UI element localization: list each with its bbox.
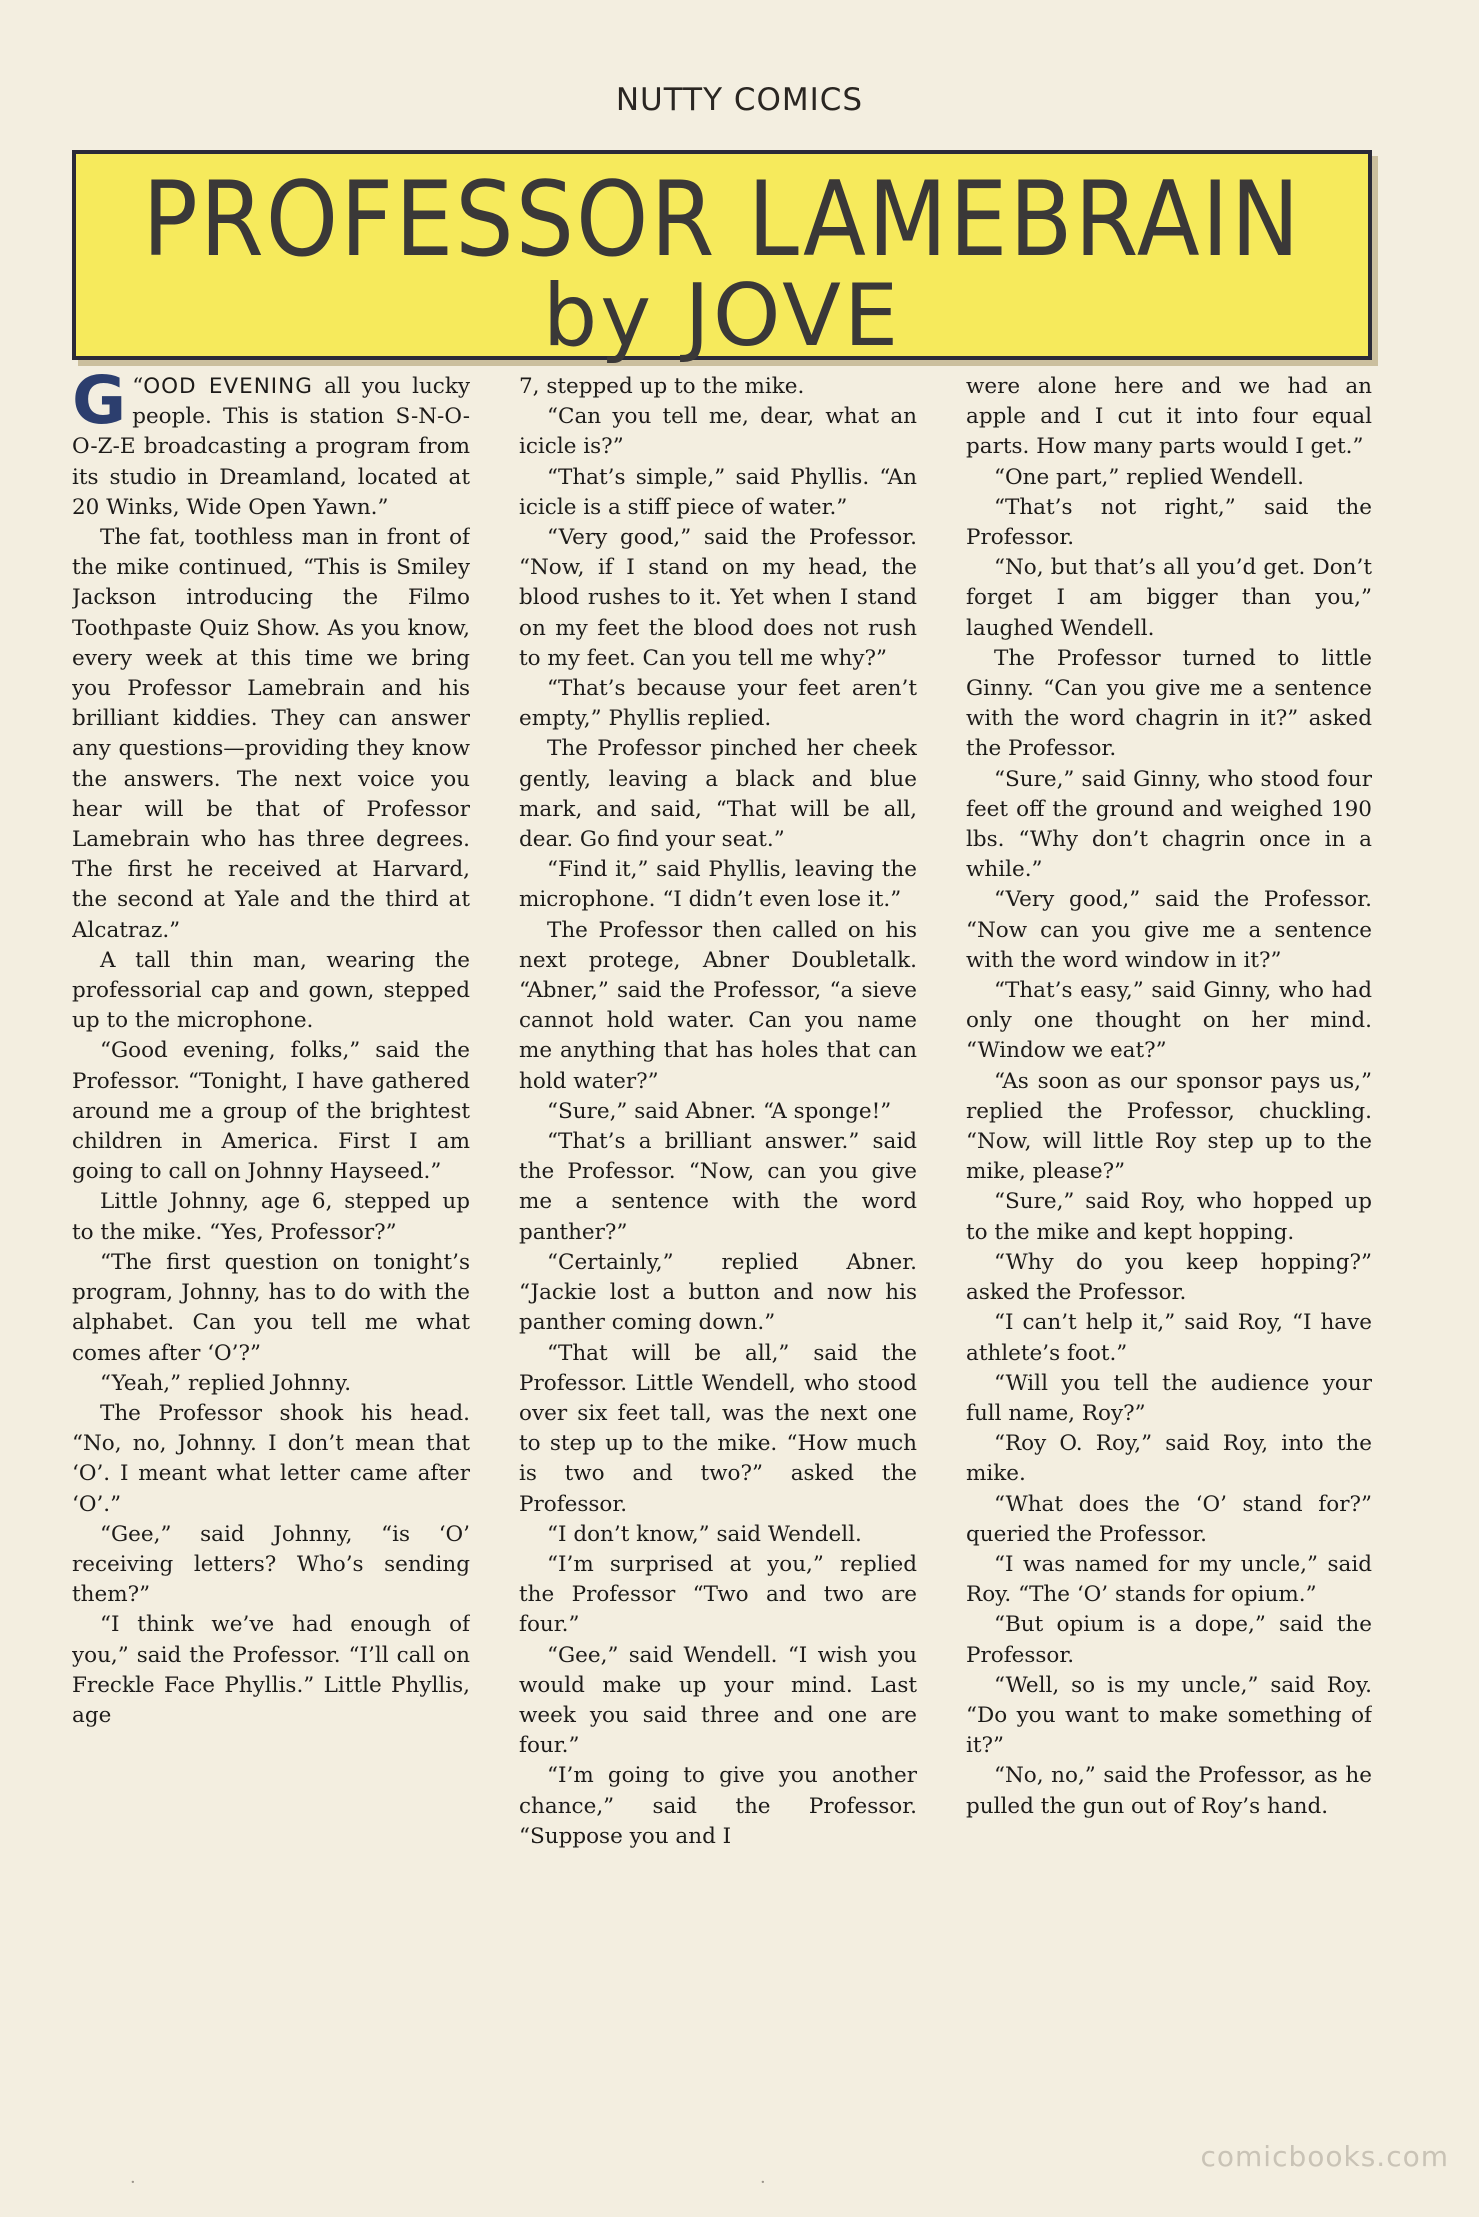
paragraph: “That’s easy,” said Ginny, who had only one thought on her mind. “Window we eat?” [966, 978, 1372, 1064]
paragraph: “Yeah,” replied Johnny. [100, 1370, 352, 1396]
paragraph: “One part,” replied Wendell. [994, 464, 1305, 490]
paragraph: The Professor pinched her cheek gently, leaving a black and blue mark, and said, “That will be all, dear. Go find your seat.” [519, 736, 917, 853]
paragraph: “That’s a brilliant answer.” said the Professor. “Now, can you give me a sentence with the word panther?” [519, 1129, 917, 1245]
paragraph: “Why do you keep hopping?” asked the Professor. [966, 1249, 1372, 1306]
paragraph: “I’m going to give you another chance,” said the Professor. “Suppose you and I [519, 1763, 917, 1849]
story-title: PROFESSOR LAMEBRAIN [142, 160, 1302, 280]
paragraph: “The first question on tonight’s program, Johnny, has to do with the alphabet. Can you tell me what comes after ‘O’?” [72, 1249, 470, 1366]
watermark: comicbooks.com [1200, 2140, 1449, 2173]
paragraph: The Professor then called on his next protege, Abner Doubletalk. “Abner,” said the Professor, “a sieve cannot hold water. Can you name me anything that has holes that can hold water?” [519, 917, 917, 1094]
paragraph: “Gee,” said Wendell. “I wish you would make up your mind. Last week you said three and one are four.” [519, 1642, 917, 1759]
paragraph: were alone here and we had an apple and I cut it into four equal parts. How many parts would I get.” [966, 374, 1372, 460]
paragraph: The Professor shook his head. “No, no, Johnny. I don’t mean that ‘O’. I meant what letter came after ‘O’.” [72, 1400, 470, 1517]
opening-paragraph [72, 372, 470, 523]
paragraph: “I think we’ve had enough of you,” said the Professor. “I’ll call on Freckle Face Phyllis.” Little Phyllis, age [72, 1612, 470, 1728]
paragraph: “No, but that’s all you’d get. Don’t forget I am bigger than you,” laughed Wendell. [966, 555, 1372, 641]
paragraph: The fat, toothless man in front of the mike continued, “This is Smiley Jackson introducing the Filmo Toothpaste Quiz Show. As you know, every week at this time we bring you Professor Lamebrain and his brilliant kiddies. They can answer any questions—providing they know the answers. The next voice you hear will be that of Professor Lamebrain who has three degrees. The first he received at Harvard, the second at Yale and the third at Alcatraz.” [72, 525, 470, 943]
paragraph: 7, stepped up to the mike. [519, 374, 805, 399]
paragraph: “Sure,” said Roy, who hopped up to the mike and kept hopping. [966, 1189, 1372, 1245]
story-body [72, 372, 1372, 2072]
paragraph: “Very good,” said the Professor. “Now can you give me a sentence with the word window in it?” [966, 887, 1372, 973]
paragraph: “Sure,” said Abner. “A sponge!” [547, 1098, 892, 1124]
paragraph: “Roy O. Roy,” said Roy, into the mike. [966, 1431, 1372, 1487]
paragraph: “Will you tell the audience your full name, Roy?” [966, 1370, 1372, 1426]
paragraph: “Find it,” said Phyllis, leaving the microphone. “I didn’t even lose it.” [519, 857, 917, 913]
column-2 [519, 372, 917, 2072]
paragraph: “I can’t help it,” said Roy, “I have athlete’s foot.” [966, 1310, 1372, 1366]
paragraph: “Can you tell me, dear, what an icicle is?” [519, 404, 917, 460]
paragraph: “That’s simple,” said Phyllis. “An icicle is a stiff piece of water.” [519, 464, 917, 520]
paragraph: “Well, so is my uncle,” said Roy. “Do you want to make something of it?” [966, 1672, 1372, 1759]
story-byline: by JOVE [542, 266, 902, 366]
print-speck: · [760, 2172, 766, 2193]
paragraph: “As soon as our sponsor pays us,” replied the Professor, chuckling. “Now, will little Roy step up to the mike, please?” [966, 1068, 1372, 1185]
paragraph: “Very good,” said the Professor. “Now, if I stand on my head, the blood rushes to it. Yet when I stand on my feet the blood does not rush to my feet. Can you tell me why?” [519, 525, 917, 671]
paragraph: “I was named for my uncle,” said Roy. “The ‘O’ stands for opium.” [966, 1551, 1372, 1608]
paragraph: “Gee,” said Johnny, “is ‘O’ receiving letters? Who’s sending them?” [72, 1521, 470, 1608]
paragraph: “That’s because your feet aren’t empty,” Phyllis replied. [519, 676, 917, 732]
opening-quote: “ [132, 374, 144, 399]
lead-caps: OOD EVENING [143, 374, 313, 399]
paragraph: “Sure,” said Ginny, who stood four feet off the ground and weighed 190 lbs. “Why don’t chagrin once in a while.” [966, 766, 1372, 883]
paragraph: “No, no,” said the Professor, as he pulled the gun out of Roy’s hand. [966, 1763, 1372, 1819]
drop-cap: G [72, 372, 127, 439]
paragraph: “That’s not right,” said the Professor. [966, 494, 1372, 551]
paragraph: “Certainly,” replied Abner. “Jackie lost a button and now his panther coming down.” [519, 1249, 917, 1336]
paragraph: “What does the ‘O’ stand for?” queried the Professor. [966, 1491, 1372, 1547]
page-header: NUTTY COMICS [615, 82, 864, 118]
column-1 [72, 372, 470, 2072]
paragraph: “Good evening, folks,” said the Professor. “Tonight, I have gathered around me a group of the brightest children in America. First I am going to call on Johnny Hayseed.” [72, 1038, 470, 1185]
column-3 [966, 372, 1372, 2072]
print-speck: · [130, 2172, 136, 2193]
paragraph: “But opium is a dope,” said the Professor. [966, 1612, 1372, 1668]
paragraph: Little Johnny, age 6, stepped up to the mike. “Yes, Professor?” [72, 1189, 470, 1245]
opening-text: all you lucky people. This is station S-N-O-O-Z-E broadcasting a program from its studio in Dreamland, located at 20 Winks, Wide Open Yawn.” [72, 374, 470, 520]
paragraph: “That will be all,” said the Professor. Little Wendell, who stood over six feet tall, was the next one to step up to the mike. “How much is two and two?” asked the Professor. [519, 1340, 917, 1517]
paragraph: The Professor turned to little Ginny. “Can you give me a sentence with the word chagrin in it?” asked the Professor. [966, 645, 1372, 762]
paragraph: A tall thin man, wearing the professorial cap and gown, stepped up to the microphone. [72, 947, 470, 1034]
title-banner [72, 150, 1372, 366]
paragraph: “I don’t know,” said Wendell. [547, 1521, 862, 1547]
paragraph: “I’m surprised at you,” replied the Professor “Two and two are four.” [519, 1551, 917, 1638]
